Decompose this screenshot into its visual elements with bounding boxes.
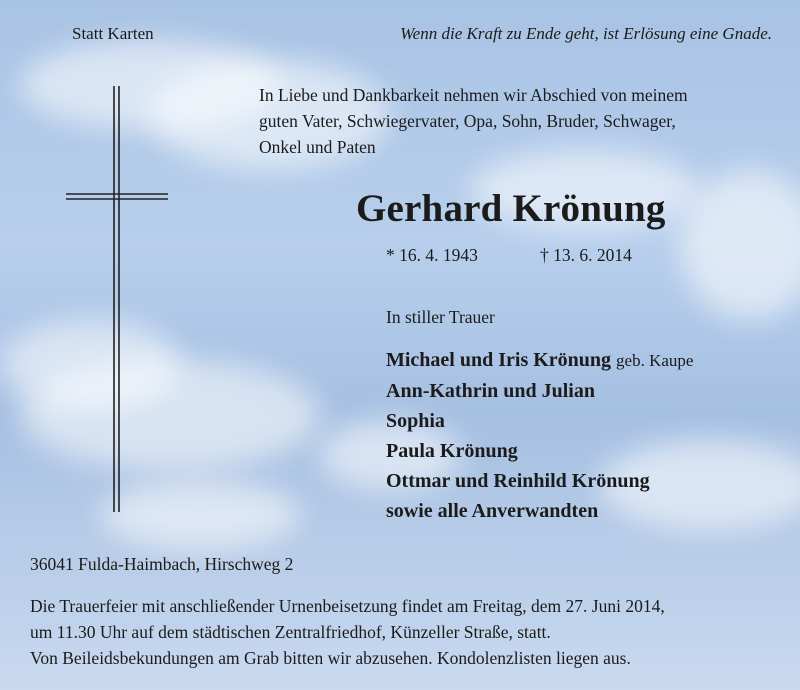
mourner-entry: Ann-Kathrin und Julian [386, 380, 595, 402]
mourner-entry [386, 345, 693, 376]
maiden-name: geb. Kaupe [616, 351, 694, 370]
mourner-entry: Ottmar und Reinhild Krönung [386, 470, 650, 492]
cross-icon [64, 86, 170, 512]
mourner-entry: sowie alle Anverwandten [386, 500, 599, 522]
info-line: um 11.30 Uhr auf dem städtischen Zentralfriedhof, Künzeller Straße, statt. [30, 622, 551, 642]
mourner-entry: Paula Krönung [386, 440, 518, 462]
intro-line: guten Vater, Schwiegervater, Opa, Sohn, Bruder, Schwager, [259, 111, 676, 131]
funeral-info [30, 593, 665, 671]
death-date: † 13. 6. 2014 [540, 245, 632, 265]
info-line: Von Beileidsbekundungen am Grab bitten wir abzusehen. Kondolenzlisten liegen aus. [30, 648, 631, 668]
family-address: 36041 Fulda-Haimbach, Hirschweg 2 [30, 554, 294, 574]
birth-date: * 16. 4. 1943 [386, 245, 478, 265]
statt-karten-label: Statt Karten [72, 24, 154, 43]
mourning-label: In stiller Trauer [386, 307, 495, 327]
mourner-entry: Sophia [386, 410, 445, 432]
intro-line: Onkel und Paten [259, 137, 376, 157]
motto-quote: Wenn die Kraft zu Ende geht, ist Erlösung eine Gnade. [400, 24, 772, 43]
mourners-list [386, 345, 693, 526]
info-line: Die Trauerfeier mit anschließender Urnenbeisetzung findet am Freitag, dem 27. Juni 2014, [30, 596, 665, 616]
intro-line: In Liebe und Dankbarkeit nehmen wir Abschied von meinem [259, 85, 688, 105]
deceased-name: Gerhard Krönung [356, 187, 666, 230]
intro-text [259, 82, 688, 160]
mourner-name: Michael und Iris Krönung [386, 349, 612, 371]
